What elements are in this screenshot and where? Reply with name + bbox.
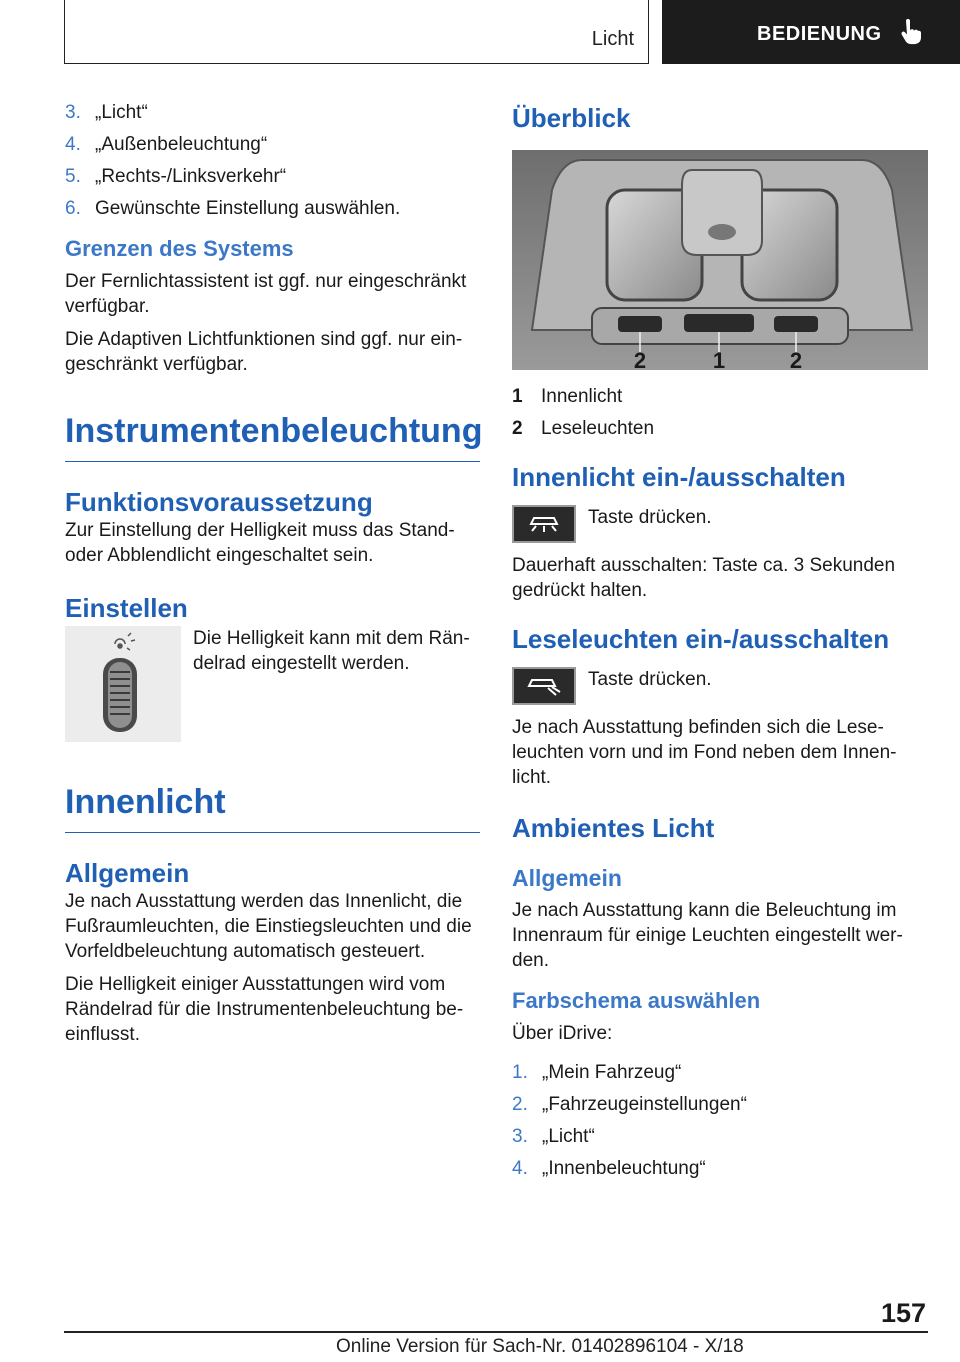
photo-label: 2 [789,348,803,370]
header-frame [64,0,649,64]
header-chapter-tab [662,0,960,64]
step-text: „Licht“ [542,1126,595,1147]
innenlicht-schalten-heading: Innenlicht ein-/ausschalten [512,462,846,492]
list-item [65,164,480,189]
legend-text: Innenlicht [541,386,623,407]
legend-number: 1 [512,386,523,407]
steps-list-top [65,100,480,221]
step-number: 5. [65,166,81,187]
step-text: Gewünschte Einstellung auswählen. [95,198,401,219]
ambient-allgemein-heading: Allgemein [512,865,622,891]
allgemein-heading: Allgemein [65,858,190,888]
innenlicht-press-text: Taste drücken. [588,507,712,528]
leseleuchten-button-row [512,667,928,705]
grenzen-heading: Grenzen des Systems [65,236,294,261]
innenlicht-button-row [512,505,928,543]
ueberblick-heading: Überblick [512,103,631,133]
einstellen-heading: Einstellen [65,593,188,623]
step-number: 6. [65,198,81,219]
grenzen-paragraph-1: Der Fernlichtassistent ist ggf. nur eingeschränkt verfügbar. [65,271,467,317]
funktionsvoraussetzung-paragraph: Zur Einstellung der Helligkeit muss das Stand- oder Abblendlicht eingeschaltet sein. [65,520,455,566]
footer-divider [64,1331,928,1333]
list-item [512,1156,928,1181]
list-item [65,196,480,221]
leseleuchten-heading: Leseleuchten ein-/ausschalten [512,624,890,654]
hand-pointer-icon [900,19,922,45]
step-text: „Licht“ [95,102,148,123]
einstellen-row [65,626,480,742]
innenlicht-heading: Innenlicht [65,782,480,833]
step-text: „Mein Fahrzeug“ [542,1062,682,1083]
grenzen-paragraph-2: Die Adaptiven Lichtfunktionen sind ggf. nur eingeschränkt verfügbar. [65,329,463,375]
step-number: 1. [512,1062,528,1083]
thumbwheel-icon [65,626,181,742]
steps-list-bottom [512,1060,928,1181]
photo-label: 1 [712,348,726,370]
right-column [512,100,928,1188]
step-number: 4. [65,134,81,155]
allgemein-paragraph-1: Je nach Ausstattung werden das Innenlicht, die Fußraumleuchten, die Einstiegsleuchten und die Vorfeldbeleuchtung automatisch gesteuert. [65,891,472,962]
page-number: 157 [880,1298,926,1328]
innenlicht-paragraph: Dauerhaft ausschalten: Taste ca. 3 Sekunden gedrückt halten. [512,555,896,601]
list-item [65,132,480,157]
allgemein-paragraph-2: Die Helligkeit einiger Ausstattungen wird vom Rändelrad für die Instrumentenbeleuchtung beeinflusst. [65,974,464,1045]
header-chapter-label: BEDIENUNG [757,22,882,45]
step-text: „Rechts-/Linksverkehr“ [95,166,287,187]
left-column [65,100,483,1047]
step-number: 3. [65,102,81,123]
funktionsvoraussetzung-heading: Funktionsvoraussetzung [65,487,373,517]
list-item [65,100,480,125]
interior-light-button-icon [512,505,576,543]
ambientes-licht-heading: Ambientes Licht [512,813,715,843]
step-number: 3. [512,1126,528,1147]
list-item [512,384,928,409]
leseleuchten-paragraph: Je nach Ausstattung befinden sich die Leseleuchten vorn und im Fond neben dem Innenlicht. [512,717,897,788]
farbschema-heading: Farbschema auswählen [512,988,761,1013]
list-item [512,1060,928,1085]
einstellen-paragraph: Die Helligkeit kann mit dem Rändelrad eingestellt werden. [193,628,470,674]
step-text: „Fahrzeugeinstellungen“ [542,1094,747,1115]
step-number: 2. [512,1094,528,1115]
farbschema-paragraph: Über iDrive: [512,1023,613,1044]
footer-version-text: Online Version für Sach-Nr. 01402896104 - X/18 [336,1336,744,1357]
list-item [512,1092,928,1117]
legend-text: Leseleuchten [541,418,655,439]
legend-list [512,384,928,441]
header-section-title: Licht [591,28,634,50]
list-item [512,416,928,441]
list-item [512,1124,928,1149]
ambient-paragraph: Je nach Ausstattung kann die Beleuchtung im Innenraum für einige Leuchten eingestellt werden. [512,900,903,971]
leseleuchten-press-text: Taste drücken. [588,669,712,690]
step-text: „Außenbeleuchtung“ [95,134,268,155]
photo-label: 2 [633,348,647,370]
instrumentenbeleuchtung-heading: Instrumentenbeleuchtung [65,411,480,462]
step-text: „Innenbeleuchtung“ [542,1158,706,1179]
reading-light-button-icon [512,667,576,705]
overhead-console-photo [512,150,928,370]
reading-light-icon [522,674,566,698]
interior-light-icon [522,512,566,536]
legend-number: 2 [512,418,523,439]
step-number: 4. [512,1158,528,1179]
